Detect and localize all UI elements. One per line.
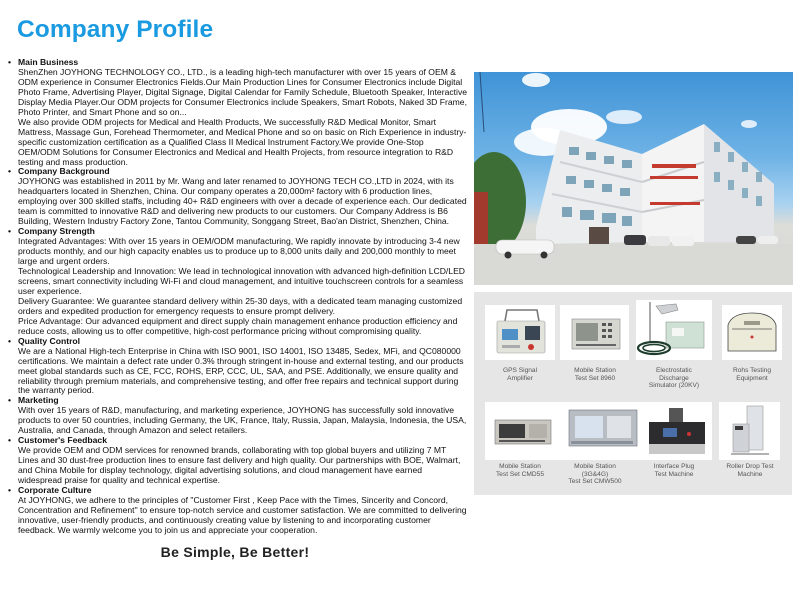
equipment-caption (482, 367, 558, 382)
bullet-icon: • (8, 395, 12, 406)
section-heading: Corporate Culture (18, 484, 92, 495)
section-heading: Company Strength (18, 226, 95, 237)
test-set-icon (569, 410, 637, 446)
equipment-row-illustration (485, 402, 712, 460)
caption-line: Mobile Station (574, 367, 616, 374)
slogan: Be Simple, Be Better! (160, 544, 310, 560)
equipment-image-roller-drop-tester (719, 402, 780, 460)
section-paragraph: We provide OEM and ODM services for renowned brands, collaborating with top global buyers and utilizing 7 MT Lines and 30 dust-free production lines to ensure fast delivery and high quality. Our partnerships with BOE, Walmart, and China Mobile for display technology, digital advertising solutions, and cloud management have earned widespread praise for quality and technical expertise. (18, 445, 461, 486)
bullet-icon: • (8, 166, 12, 177)
equipment-caption (634, 463, 714, 478)
section-paragraph: Technological Leadership and Innovation: We lead in technological innovation with advanced high-definition LCD/LED screens, smart connectivity including Wi-Fi and cloud management, and intuitive touchscreen controls for a seamless user experience. (18, 266, 466, 296)
section-company-strength (6, 227, 468, 336)
bullet-icon: • (8, 226, 12, 237)
test-set-icon (495, 420, 551, 444)
caption-line: Discharge (659, 374, 689, 382)
section-paragraph: At JOYHONG, we adhere to the principles of "Customer First , Keep Pace with the Times, Sincerity and Concord, Concentration and Refinement" to ensure top-notch service and customer satisfaction. We are committed to delivering innovative, user-friendly products, and continuously creating value by listening to and incorporating customer feedback. We warmly welcome you to join us and appreciate your cooperation. (18, 494, 467, 535)
caption-line: Electrostatic (656, 367, 692, 374)
section-heading: Main Business (18, 57, 79, 67)
section-paragraph: We are a National High-tech Enterprise in China with ISO 9001, ISO 14001, ISO 13485, Sedex, MFi, and QC080000 certifications. We maintain a defect rate under 0.3% through stringent in-house and external testing, and our products meet global standards such as CE, FCC, ROHS, ERP, CCC, UL, SAA, and PSE. Additionally, we ensure quality and reliability through premium materials, and comprehensive testing, and offer free repairs and technical support during the warranty period. (18, 345, 464, 396)
section-heading: Customer's Feedback (18, 435, 107, 446)
test-set-icon (560, 305, 629, 360)
caption-line: Test Set CMD55 (495, 470, 544, 478)
bullet-icon: • (8, 484, 12, 495)
section-paragraph: With over 15 years of R&D, manufacturing, and marketing experience, JOYHONG has successfully sold innovative products to over 50 countries, including Germany, the UK, France, Italy, Russia, Japan, Malaysia, Indonesia, the USA, Australia, and Canada, through Amazon and select retailers. (18, 405, 467, 436)
equipment-caption (482, 463, 558, 478)
factory-building-photo (474, 72, 793, 285)
section-paragraph: We also provide ODM projects for Medical and Health Products, We successfully R&D Medical Monitor, Smart Mattress, Massage Gun, Forehead Thermometer, and Medical Phone and so on basic on Rich Experience in industry-specific customization certification as a Qualified Class II Medical Instrument Factory.We provide One-Stop OEM/ODM Solutions for Consumer Electronics and Medical and Health Projects, from resource integration to R&D testing and mass production. (18, 116, 467, 167)
caption-line: Mobile Station (499, 463, 541, 470)
section-heading: Marketing (18, 395, 59, 406)
profile-content (6, 58, 468, 536)
caption-line: Amplifier (507, 374, 533, 382)
section-paragraph: Delivery Guarantee: We guarantee standard delivery within 25-30 days, with a dedicated team managing customized orders and expedited production for emergency requests to ensure prompt delivery. (18, 295, 463, 316)
caption-line: Roller Drop Test (726, 463, 774, 470)
section-heading: Company Background (18, 166, 110, 177)
section-heading: Quality Control (18, 335, 81, 346)
section-paragraph: Price Advantage: Our advanced equipment and direct supply chain management enhance production efficiency and reduce costs, allowing us to offer competitive, high-cost performance pricing without compromising quality. (18, 315, 458, 336)
section-paragraph: ShenZhen JOYHONG TECHNOLOGY CO., LTD., is a leading high-tech manufacturer with over 15 years of OEM & ODM experience in Consumer Electronics Fields.Our Main Production Lines for Consumer Electronics include Digital Photo Frame, Advertising Player, Digital Signage, Digital Calendar for Family Schedule, Bluetooth Speaker, Interactive Display Media Player.Our ODM projects for Consumer Electronics include Speakers, Smart Robots, Naked 3D Frame, Photo Printer, and Smart Phone and so on... (18, 66, 468, 117)
factory-building-illustration (474, 72, 793, 285)
esd-gun-icon (636, 300, 712, 360)
caption-line: Equipment (736, 374, 768, 382)
section-customer-feedback (6, 436, 468, 486)
caption-line: Test Set 8960 (574, 374, 616, 382)
signal-amplifier-icon (485, 305, 555, 360)
section-company-background (6, 167, 468, 227)
caption-line: Test Machine (654, 470, 694, 478)
caption-line: GPS Signal (502, 367, 538, 374)
rohs-analyzer-icon (722, 305, 782, 360)
bullet-icon: • (8, 335, 12, 346)
page-title: Company Profile (17, 16, 214, 43)
plug-tester-icon (649, 408, 705, 454)
section-main-business (6, 58, 468, 167)
section-paragraph: Integrated Advantages: With over 15 years in OEM/ODM manufacturing, We rapidly innovate by introducing 3-4 new products monthly, and our high capacity enables us to produce up to 8,000 units daily and 200,000 monthly to meet large and urgent orders. (18, 236, 460, 267)
caption-line: Mobile Station (574, 463, 616, 470)
equipment-caption (717, 367, 787, 382)
equipment-image-test-set-8960 (560, 305, 629, 360)
equipment-image-esd-simulator (636, 300, 712, 360)
section-marketing (6, 396, 468, 436)
equipment-caption (556, 367, 634, 382)
caption-line: Machine (737, 470, 763, 478)
section-quality-control (6, 337, 468, 397)
equipment-image-rohs-tester (722, 305, 782, 360)
equipment-image-gps-signal-amplifier (485, 305, 555, 360)
caption-line: Rohs Testing (733, 367, 771, 374)
equipment-caption (715, 463, 785, 478)
equipment-image-band (485, 402, 712, 460)
caption-line: Simulator (20KV) (648, 382, 700, 390)
caption-line: Interface Plug (653, 463, 695, 470)
caption-line: (3G&4G) (581, 470, 609, 478)
equipment-caption (556, 463, 634, 486)
drop-tester-icon (719, 402, 780, 460)
section-paragraph: JOYHONG was established in 2011 by Mr. Wang and later renamed to JOYHONG TECH CO.,LTD in 2024, with its headquarters located in Shenzhen, China. Our company operates a 20,000m² factory with 6 production lines, employing over 300 skilled staffs, including 40+ R&D engineers with over a decade of experience each. Our dedicated team is committed to innovative R&D and delivering new products to our customers. Our Company Address is B6 Building, Western Industry Factory Zone, Tantou Community, Songgang Street, Bao'an District, Shenzhen, China. (18, 176, 467, 227)
section-corporate-culture (6, 486, 468, 536)
bullet-icon: • (8, 57, 12, 67)
test-equipment-panel (474, 292, 792, 495)
equipment-caption (634, 367, 714, 390)
caption-line: Test Set CMW500 (568, 478, 622, 486)
bullet-icon: • (8, 435, 12, 446)
